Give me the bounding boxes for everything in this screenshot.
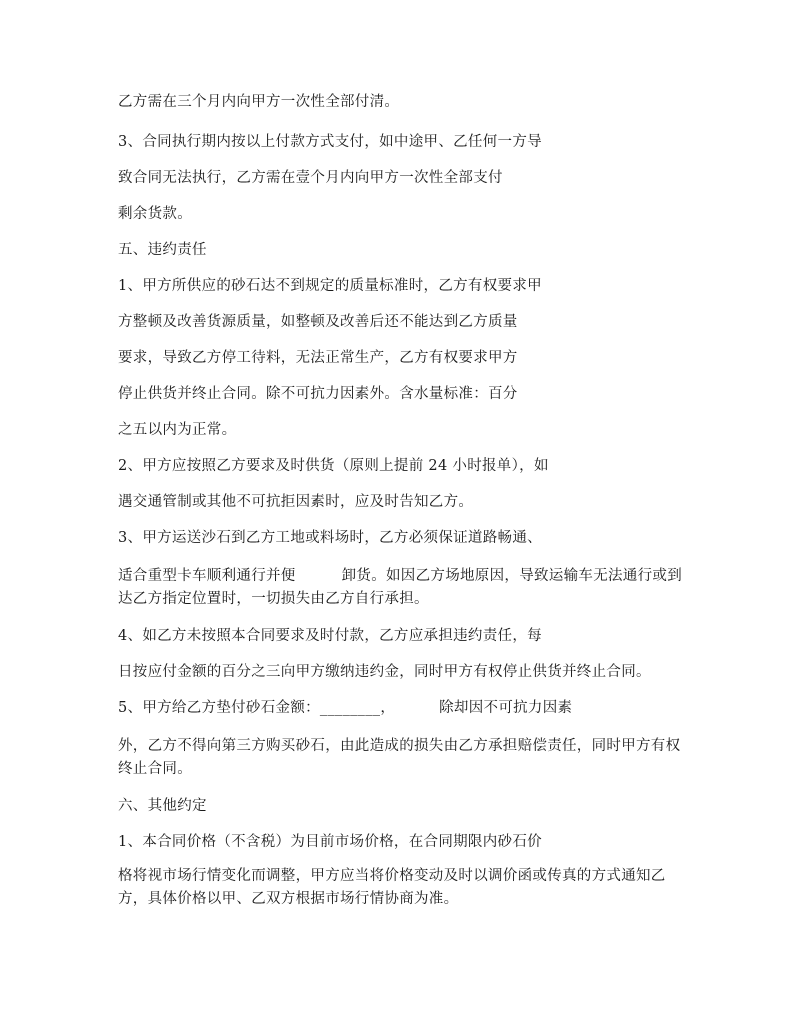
text-line [118, 698, 572, 718]
text-line: 日按应付金额的百分之三向甲方缴纳违约金，同时甲方有权停止供货并终止合同。 [118, 664, 651, 680]
text-line: 乙方需在三个月内向甲方一次性全部付清。 [118, 94, 400, 110]
text-line: 3、合同执行期内按以上付款方式支付，如中途甲、乙任何一方导 [118, 134, 542, 150]
text-line: 3、甲方运送沙石到乙方工地或料场时，乙方必须保证道路畅通、 [118, 530, 542, 546]
text-line: 致合同无法执行，乙方需在壹个月内向甲方一次性全部支付 [118, 170, 503, 186]
text-line: 剩余货款。 [118, 206, 192, 222]
amount-blank-text: 5、甲方给乙方垫付砂石金额：________， [118, 700, 396, 716]
text-line: 1、本合同价格（不含税）为目前市场价格，在合同期限内砂石价 [118, 834, 542, 850]
text-line: 方整顿及改善货源质量，如整顿及改善后还不能达到乙方质量 [118, 314, 518, 330]
paragraph: 格将视市场行情变化而调整，甲方应当将价格变动及时以调价函或传真的方式通知乙方，具体价格以甲、乙双方根据市场行情协商为准。 [118, 868, 666, 907]
paragraph-part: 适合重型卡车顺利通行并便 [118, 568, 296, 584]
paragraph: 外，乙方不得向第三方购买砂石，由此造成的损失由乙方承担赔偿责任，同时甲方有权终止合同。 [118, 738, 681, 777]
text-part: 除却因不可抗力因素 [439, 700, 573, 716]
paragraph-part: 卸货。如因乙方场地原因，导致运输车无法通行或到达乙方指定位置时，一切损失由乙方自行承担。 [118, 568, 683, 607]
section-heading: 五、违约责任 [118, 242, 207, 258]
text-line: 停止供货并终止合同。除不可抗力因素外。含水量标准：百分 [118, 386, 518, 402]
text-line: 4、如乙方未按照本合同要求及时付款，乙方应承担违约责任，每 [118, 628, 542, 644]
text-line: 要求，导致乙方停工待料，无法正常生产，乙方有权要求甲方 [118, 350, 518, 366]
section-heading: 六、其他约定 [118, 798, 207, 814]
text-line: 遇交通管制或其他不可抗拒因素时，应及时告知乙方。 [118, 494, 474, 510]
text-line: 2、甲方应按照乙方要求及时供货（原则上提前 24 小时报单），如 [118, 458, 549, 474]
paragraph [118, 565, 688, 611]
text-line: 1、甲方所供应的砂石达不到规定的质量标准时，乙方有权要求甲 [118, 278, 542, 294]
text-line: 之五以内为正常。 [118, 422, 237, 438]
